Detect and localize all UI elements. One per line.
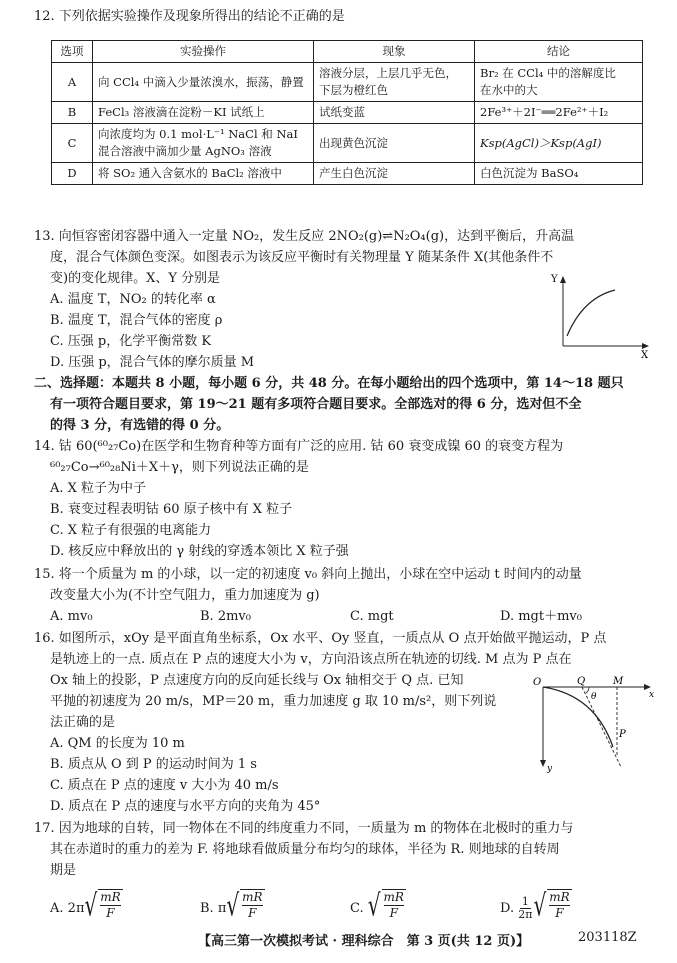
cell-line: 出现黄色沉淀 <box>319 135 388 150</box>
q16-option-b: B. 质点从 O 到 P 的运动时间为 1 s <box>50 757 257 772</box>
angle-arc <box>586 687 589 693</box>
cell-line: 向 CCl₄ 中滴入少量浓溴水，振荡，静置 <box>98 74 304 89</box>
denominator: F <box>555 906 564 920</box>
table-row <box>52 63 643 102</box>
q16-option-a: A. QM 的长度为 10 m <box>50 736 185 751</box>
denominator: F <box>248 906 257 920</box>
section-line: 二、选择题：本题共 8 小题，每小题 6 分，共 48 分。在每小题给出的四个选项中，第 14～18 题只 <box>34 376 624 391</box>
q14 <box>34 436 563 562</box>
q12-stem: 12. 下列依据实验操作及现象所得出的结论不正确的是 <box>34 9 345 24</box>
fraction <box>547 889 571 921</box>
label-q: Q <box>577 676 586 687</box>
q17-options <box>34 888 650 926</box>
q15-line: 15. 将一个质量为 m 的小球，以一定的初速度 v₀ 斜向上抛出，小球在空中运动 t 时间内的动量 <box>34 567 582 582</box>
row-conclusion <box>475 63 643 102</box>
q15-option-b: B. 2mv₀ <box>200 609 251 624</box>
q13-option-a: A. 温度 T，NO₂ 的转化率 α <box>50 292 216 307</box>
header-option: 选项 <box>52 41 93 63</box>
row-operation <box>93 124 314 163</box>
radical-icon: √ <box>367 887 381 923</box>
q17-option-c <box>350 888 500 926</box>
option-label: A. <box>50 901 64 916</box>
tangent-line <box>582 687 621 767</box>
x-label: X <box>641 350 649 358</box>
q14-option-c: C. X 粒子有很强的电离能力 <box>50 523 212 538</box>
q16-line: 平抛的初速度为 20 m/s，MP＝20 m，重力加速度 g 取 10 m/s²，则下列说 <box>50 694 497 709</box>
q15-options <box>34 606 650 627</box>
cell-line: 溶液分层，上层几乎无色， <box>319 66 457 80</box>
q16-graph <box>525 675 660 775</box>
fraction <box>240 889 264 921</box>
numerator: mR <box>549 890 570 904</box>
q14-option-b: B. 衰变过程表明钴 60 原子核中有 X 粒子 <box>50 502 293 517</box>
sqrt <box>85 888 123 922</box>
coef-numerator: 1 <box>521 895 529 908</box>
cell-line: Br₂ 在 CCl₄ 中的溶解度比 <box>480 66 616 80</box>
row-conclusion <box>475 102 643 124</box>
option-coef: 2π <box>67 901 85 916</box>
q13-line: 度，混合气体颜色变深。如图表示为该反应平衡时有关物理量 Y 随某条件 X(其他条件不 <box>50 250 554 265</box>
cell-line: 试纸变蓝 <box>319 105 365 119</box>
sqrt <box>533 888 571 922</box>
option-label: D. <box>500 901 515 916</box>
q13-graph <box>545 268 655 358</box>
cell-line: 白色沉淀为 BaSO₄ <box>480 166 579 180</box>
row-operation <box>93 163 314 185</box>
q16-line: 是轨迹上的一点. 质点在 P 点的速度大小为 v，方向沿该点所在轨迹的切线. M 点为 P 点在 <box>50 652 572 667</box>
radical-icon: √ <box>533 887 547 923</box>
curve <box>567 290 615 336</box>
q13-line: 变)的变化规律。X、Y 分别是 <box>50 271 221 286</box>
label-x: x <box>649 690 655 700</box>
q15-line: 改变量大小为(不计空气阻力，重力加速度为 g) <box>50 588 320 603</box>
header-conclusion: 结论 <box>475 41 643 63</box>
cell-line: 下层为橙红色 <box>319 83 388 97</box>
denominator: F <box>389 906 398 920</box>
row-option: B <box>52 102 93 124</box>
q17-option-d <box>500 888 650 926</box>
row-phenomenon <box>314 102 475 124</box>
y-axis-arrow-icon <box>560 276 566 283</box>
cell-line: 2Fe³⁺＋2I⁻══2Fe²⁺＋I₂ <box>480 105 609 119</box>
q13-option-b: B. 温度 T，混合气体的密度 ρ <box>50 313 223 328</box>
fraction <box>382 889 406 921</box>
q16-line: Ox 轴上的投影，P 点速度方向的反向延长线与 Ox 轴相交于 Q 点. 已知 <box>50 673 464 688</box>
q16-option-d: D. 质点在 P 点的速度与水平方向的夹角为 45° <box>50 799 321 814</box>
cell-line: Ksp(AgCl)＞Ksp(AgI) <box>480 135 602 150</box>
row-option: C <box>52 124 93 163</box>
q14-line: 14. 钴 60(⁶⁰₂₇Co)在医学和生物育种等方面有广泛的应用. 钴 60 衰变成镍 60 的衰变方程为 <box>34 439 564 454</box>
table-row <box>52 102 643 124</box>
q17 <box>34 818 573 881</box>
trajectory <box>543 687 613 747</box>
table-header-row <box>52 41 643 63</box>
cell-line: 产生白色沉淀 <box>319 166 388 180</box>
q17-line: 期是 <box>50 863 77 878</box>
row-phenomenon <box>314 163 475 185</box>
row-option: D <box>52 163 93 185</box>
header-operation: 实验操作 <box>93 41 314 63</box>
cell-line: 向浓度均为 0.1 mol·L⁻¹ NaCl 和 NaI <box>98 127 298 141</box>
cell-line: 混合溶液中滴加少量 AgNO₃ 溶液 <box>98 144 272 158</box>
label-o: O <box>533 677 542 688</box>
table-row <box>52 163 643 185</box>
sqrt <box>226 888 264 922</box>
row-conclusion <box>475 163 643 185</box>
q17-line: 17. 因为地球的自转，同一物体在不同的纬度重力不同，一质量为 m 的物体在北极时的重力与 <box>34 821 574 836</box>
coef-fraction <box>518 896 532 921</box>
section-line: 的得 3 分，有选错的得 0 分。 <box>50 418 230 433</box>
option-label: C. <box>350 901 364 916</box>
q17-option-a <box>50 888 200 926</box>
header-phenomenon: 现象 <box>314 41 475 63</box>
radical-icon: √ <box>226 887 240 923</box>
sqrt <box>368 888 406 922</box>
label-y: y <box>547 764 553 774</box>
q16 <box>34 628 606 817</box>
y-axis-arrow-icon <box>540 760 546 767</box>
numerator: mR <box>383 890 404 904</box>
row-phenomenon <box>314 124 475 163</box>
coef-denominator: 2π <box>518 908 533 921</box>
numerator: mR <box>100 890 121 904</box>
option-coef: π <box>217 901 227 916</box>
option-label: B. <box>200 901 214 916</box>
q16-line: 法正确的是 <box>50 715 116 730</box>
q14-option-d: D. 核反应中释放出的 γ 射线的穿透本领比 X 粒子强 <box>50 544 349 559</box>
label-theta: θ <box>591 692 597 702</box>
denominator: F <box>106 906 115 920</box>
numerator: mR <box>242 890 263 904</box>
y-label: Y <box>551 274 558 285</box>
cell-line: 在水中的大 <box>480 83 538 97</box>
radical-icon: √ <box>84 887 98 923</box>
section2-header <box>34 373 624 436</box>
row-conclusion <box>475 124 643 163</box>
row-phenomenon <box>314 63 475 102</box>
q13-line: 13. 向恒容密闭容器中通入一定量 NO₂，发生反应 2NO₂(g)⇌N₂O₄(g)，达到平衡后，升高温 <box>34 229 575 244</box>
cell-line: FeCl₃ 溶液滴在淀粉－KI 试纸上 <box>98 105 265 119</box>
fraction <box>98 889 122 921</box>
q13-option-d: D. 压强 p，混合气体的摩尔质量 M <box>50 355 255 370</box>
q15-option-a: A. mv₀ <box>50 609 93 624</box>
q17-line: 其在赤道时的重力的差为 F. 将地球看做质量分布均匀的球体，半径为 R. 则地球的自转周 <box>50 842 560 857</box>
q14-option-a: A. X 粒子为中子 <box>50 481 147 496</box>
label-p: P <box>619 729 626 740</box>
label-m: M <box>613 676 624 687</box>
q15 <box>34 564 650 627</box>
q17-option-b <box>200 888 350 926</box>
table-row <box>52 124 643 163</box>
row-operation <box>93 102 314 124</box>
row-operation <box>93 63 314 102</box>
q15-option-c: C. mgt <box>350 609 394 624</box>
q15-option-d: D. mgt＋mv₀ <box>500 609 582 624</box>
cell-line: 将 SO₂ 通入含氨水的 BaCl₂ 溶液中 <box>98 166 282 180</box>
q13 <box>34 226 574 373</box>
q13-option-c: C. 压强 p，化学平衡常数 K <box>50 334 212 349</box>
q16-option-c: C. 质点在 P 点的速度 v 大小为 40 m/s <box>50 778 279 793</box>
footer-code: 203118Z <box>578 930 637 945</box>
section-line: 有一项符合题目要求，第 19～21 题有多项符合题目要求。全部选对的得 6 分，选对但不全 <box>50 397 582 412</box>
q12-table <box>51 40 643 185</box>
row-option: A <box>52 63 93 102</box>
x-axis-arrow-icon <box>642 343 649 349</box>
q14-line: ⁶⁰₂₇Co→⁶⁰₂₈Ni＋X＋γ，则下列说法正确的是 <box>50 460 309 475</box>
footer-title: 【高三第一次模拟考试 · 理科综合 第 3 页(共 12 页)】 <box>198 934 530 949</box>
q16-line: 16. 如图所示，xOy 是平面直角坐标系，Ox 水平、Oy 竖直，一质点从 O 点开始做平抛运动，P 点 <box>34 631 607 646</box>
